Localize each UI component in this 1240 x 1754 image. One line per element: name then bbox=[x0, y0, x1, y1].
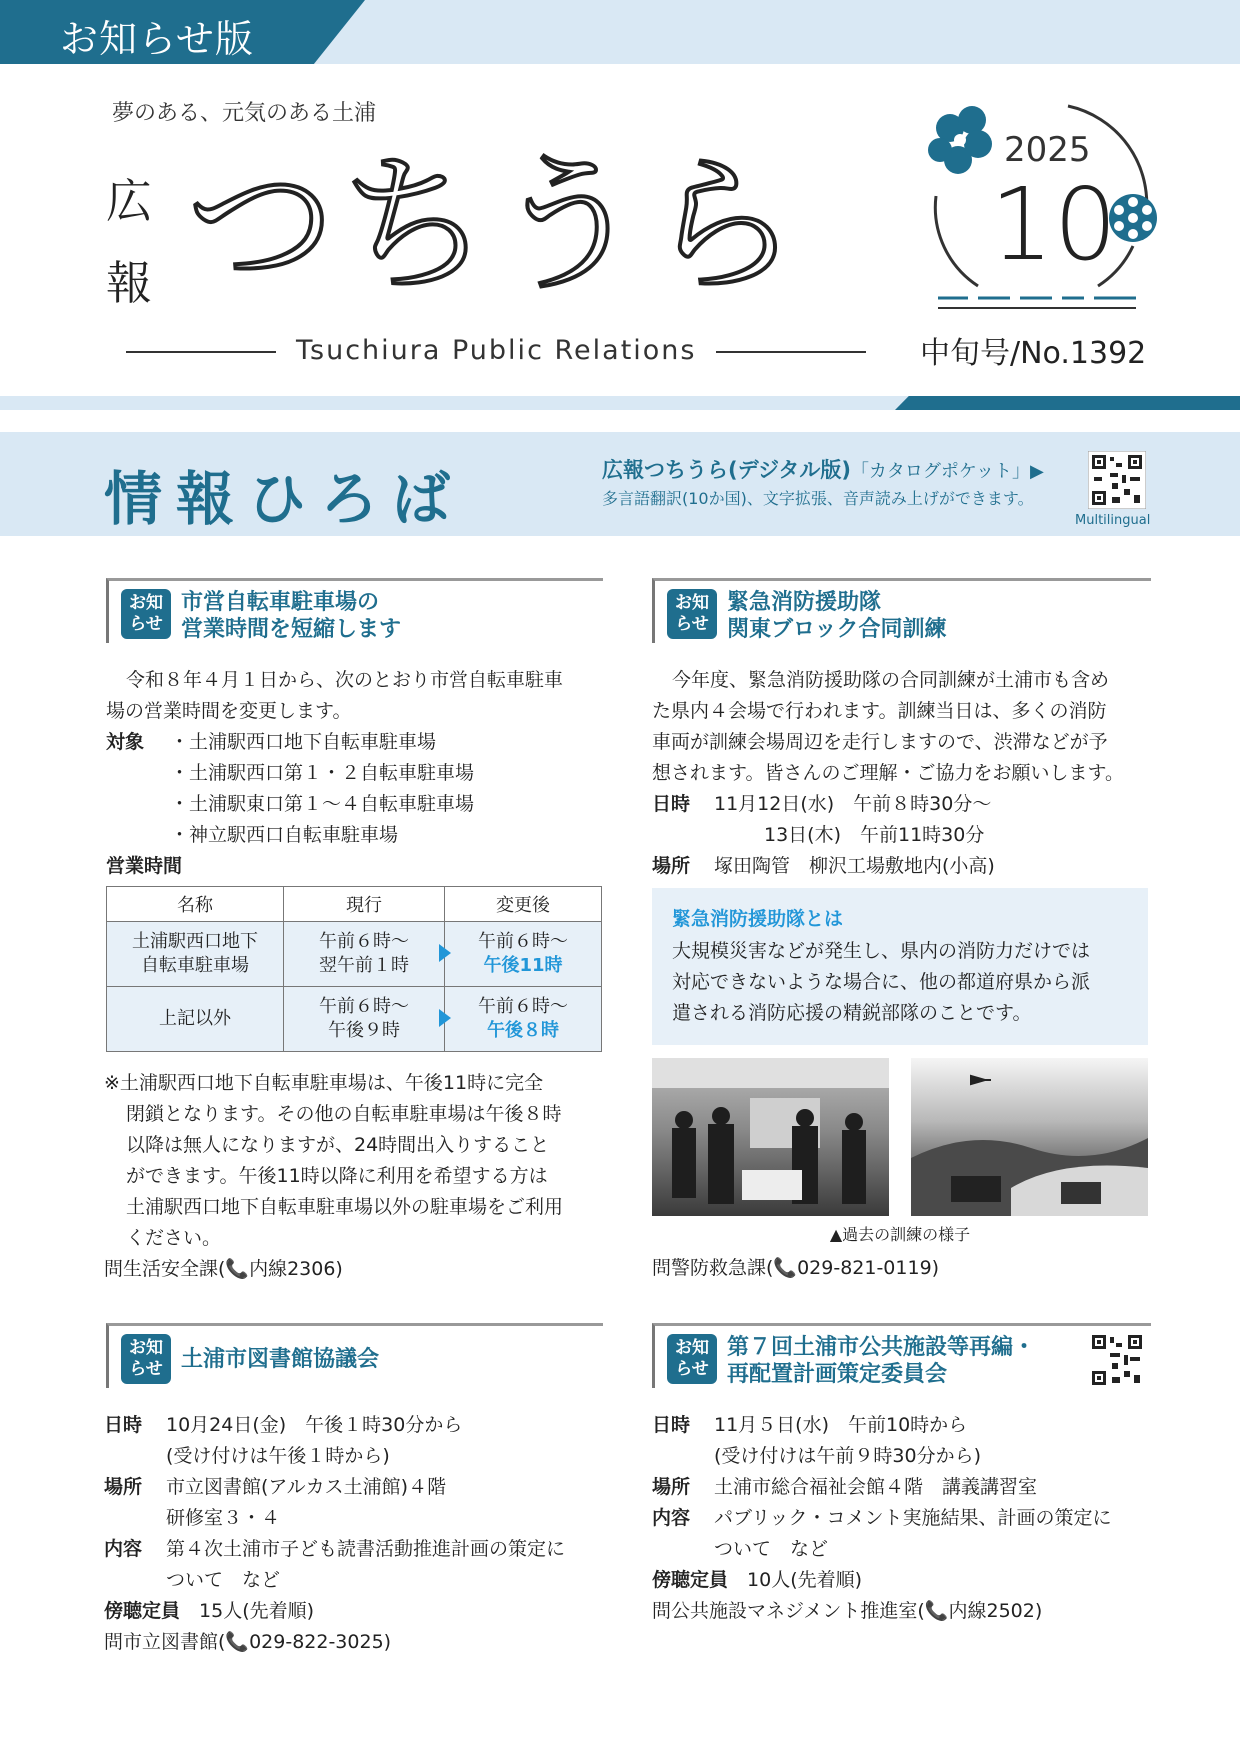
article2-heading bbox=[652, 578, 1151, 643]
kouho-label bbox=[106, 160, 166, 324]
article1-targets bbox=[106, 727, 606, 851]
date-label: 日時 bbox=[652, 1414, 691, 1436]
note-line: ください。 bbox=[126, 1227, 222, 1249]
target-item: ・神立駅西口自転車駐車場 bbox=[170, 824, 399, 846]
date-line-1: 11月12日(水) 午前８時30分～ bbox=[714, 793, 992, 815]
target-label: 対象 bbox=[106, 731, 145, 753]
kouho-char-2: 報 bbox=[106, 256, 152, 310]
article1-body-line-2: 場の営業時間を変更します。 bbox=[106, 700, 352, 722]
article1-title-line-2: 営業時間を短縮します bbox=[181, 617, 402, 642]
table-cell: 上記以外 bbox=[107, 987, 284, 1052]
box-line: 遣される消防応援の精鋭部隊のことです。 bbox=[672, 1002, 1032, 1024]
date-line-1: 10月24日(金) 午後１時30分から bbox=[166, 1414, 463, 1436]
content-line-2: ついて など bbox=[166, 1569, 281, 1591]
cell-line: 午前６時～ bbox=[478, 996, 568, 1017]
article4-place bbox=[652, 1472, 1152, 1503]
badge-arc-left bbox=[935, 196, 978, 286]
content-label: 内容 bbox=[652, 1507, 691, 1529]
place-value: 土浦市総合福祉会館４階 講義講習室 bbox=[714, 1476, 1038, 1498]
kouho-char-1: 広 bbox=[106, 174, 152, 228]
training-photo-indoor bbox=[652, 1058, 889, 1216]
article2-title bbox=[727, 589, 947, 643]
note-line: ※土浦駅西口地下自転車駐車場は、午後11時に完全 bbox=[104, 1072, 544, 1094]
cell-line: 午後９時 bbox=[328, 1020, 400, 1041]
notice-badge bbox=[121, 589, 171, 639]
digital-edition-title bbox=[602, 454, 1044, 484]
capacity-label: 傍聴定員 bbox=[652, 1569, 729, 1591]
place-label: 場所 bbox=[652, 855, 691, 877]
article2-place bbox=[652, 851, 1152, 882]
date-line-2: 13日(木) 午前11時30分 bbox=[764, 824, 985, 846]
article2-date bbox=[652, 789, 1152, 851]
article1-heading bbox=[106, 578, 603, 643]
date-label: 日時 bbox=[104, 1414, 143, 1436]
article4-heading bbox=[652, 1323, 1151, 1388]
place-line-2: 研修室３・４ bbox=[166, 1507, 281, 1529]
table-cell bbox=[445, 987, 602, 1052]
info-box-title: 緊急消防援助隊とは bbox=[672, 908, 844, 930]
box-line: 大規模災害などが発生し、県内の消防力だけでは bbox=[672, 940, 1091, 962]
article3-title: 土浦市図書館協議会 bbox=[181, 1347, 380, 1372]
notice-badge bbox=[667, 589, 717, 639]
article1-title bbox=[181, 589, 401, 643]
date-line-2: (受け付けは午前９時30分から) bbox=[714, 1445, 982, 1467]
article4-date bbox=[652, 1410, 1152, 1472]
cell-line: 午前６時～ bbox=[319, 996, 409, 1017]
article4-capacity bbox=[652, 1565, 1152, 1596]
badge-line-1: お知 bbox=[675, 1338, 709, 1358]
article3-contact: 問市立図書館(📞029-822-3025) bbox=[104, 1631, 392, 1653]
digital-title-text: 広報つちうら(デジタル版) bbox=[602, 458, 851, 482]
target-item: ・土浦駅西口第１・２自転車駐車場 bbox=[170, 762, 475, 784]
content-label: 内容 bbox=[104, 1538, 143, 1560]
stripe-accent bbox=[895, 396, 1240, 410]
cell-line: 翌午前１時 bbox=[319, 955, 409, 976]
article3-capacity bbox=[104, 1596, 608, 1627]
place-value: 塚田陶管 柳沢工場敷地内(小高) bbox=[714, 855, 995, 877]
table-cell bbox=[284, 987, 445, 1052]
article1-body-line-1: 令和８年４月１日から、次のとおり市営自転車駐車 bbox=[126, 669, 564, 691]
date-label: 日時 bbox=[652, 793, 691, 815]
article3-content bbox=[104, 1534, 608, 1596]
issue-month: 10 bbox=[990, 166, 1118, 283]
date-line-2: (受け付けは午後１時から) bbox=[166, 1445, 390, 1467]
cell-line: 午前６時～ bbox=[319, 931, 409, 952]
body-line: 今年度、緊急消防援助隊の合同訓練が土浦市も含め bbox=[672, 669, 1110, 691]
article4-title-line-1: 第７回土浦市公共施設等再編・ bbox=[727, 1335, 1036, 1360]
article1-title-line-1: 市営自転車駐車場の bbox=[181, 590, 380, 615]
arrow-right-icon bbox=[439, 944, 451, 962]
badge-line-2: らせ bbox=[675, 614, 709, 634]
badge-line-1: お知 bbox=[129, 593, 163, 613]
digital-edition-desc: 多言語翻訳(10か国)、文字拡張、音声読み上げができます。 bbox=[602, 489, 1034, 508]
article2-title-line-1: 緊急消防援助隊 bbox=[727, 590, 882, 615]
article2-body bbox=[652, 665, 1152, 882]
badge-line-2: らせ bbox=[675, 1359, 709, 1379]
column-header: 変更後 bbox=[445, 887, 602, 922]
content-line-1: 第４次土浦市子ども読書活動推進計画の策定に bbox=[166, 1538, 566, 1560]
issue-year: 2025 bbox=[1004, 130, 1091, 170]
badge-line-2: らせ bbox=[129, 1359, 163, 1379]
table-header-row bbox=[107, 887, 602, 922]
section-title: 情報ひろば bbox=[104, 465, 465, 533]
article3-body bbox=[104, 1410, 608, 1658]
content-line-2: ついて など bbox=[714, 1538, 829, 1560]
capacity-label: 傍聴定員 bbox=[104, 1600, 181, 1622]
article2-title-line-2: 関東ブロック合同訓練 bbox=[727, 617, 947, 642]
cell-line: 自転車駐車場 bbox=[141, 955, 249, 976]
badge-underlines bbox=[938, 298, 1136, 308]
capacity-value: 15人(先着順) bbox=[199, 1600, 315, 1622]
target-item: ・土浦駅東口第１～４自転車駐車場 bbox=[170, 793, 475, 815]
badge-line-1: お知 bbox=[129, 1338, 163, 1358]
note-line: ができます。午後11時以降に利用を希望する方は bbox=[126, 1165, 548, 1187]
table-row bbox=[107, 922, 602, 987]
date-line-1: 11月５日(水) 午前10時から bbox=[714, 1414, 968, 1436]
issue-number: 中旬号/No.1392 bbox=[920, 336, 1147, 371]
rule-right bbox=[716, 351, 866, 353]
photo-people bbox=[652, 1058, 889, 1216]
table-row bbox=[107, 987, 602, 1052]
masthead-subtitle-row bbox=[106, 335, 886, 366]
note-line: 以降は無人になりますが、24時間出入りすること bbox=[126, 1134, 550, 1156]
table-cell bbox=[445, 922, 602, 987]
cell-line-highlight: 午後８時 bbox=[487, 1020, 559, 1041]
badge-line-2: らせ bbox=[129, 614, 163, 634]
cell-line-highlight: 午後11時 bbox=[483, 955, 563, 976]
masthead-subtitle: Tsuchiura Public Relations bbox=[296, 335, 697, 366]
cell-line: 午前６時～ bbox=[478, 931, 568, 952]
notice-badge bbox=[667, 1334, 717, 1384]
edition-tab-label: お知らせ版 bbox=[60, 17, 254, 61]
content-line-1: パブリック・コメント実施結果、計画の策定に bbox=[714, 1507, 1112, 1529]
photo-caption: ▲過去の訓練の様子 bbox=[829, 1225, 971, 1244]
qr-code-icon[interactable] bbox=[1090, 1333, 1144, 1387]
body-line: た県内４会場で行われます。訓練当日は、多くの消防 bbox=[652, 700, 1107, 722]
article4-contact: 問公共施設マネジメント推進室(📞内線2502) bbox=[652, 1600, 1043, 1622]
table-cell bbox=[284, 922, 445, 987]
training-photo-outdoor bbox=[911, 1058, 1148, 1216]
target-item: ・土浦駅西口地下自転車駐車場 bbox=[170, 731, 437, 753]
article2-contact: 問警防救急課(📞029-821-0119) bbox=[652, 1257, 940, 1279]
note-line: 土浦駅西口地下自転車駐車場以外の駐車場をご利用 bbox=[126, 1196, 564, 1218]
box-line: 対応できないような場合に、他の都道府県から派 bbox=[672, 971, 1091, 993]
tagline: 夢のある、元気のある土浦 bbox=[112, 101, 377, 126]
place-label: 場所 bbox=[652, 1476, 691, 1498]
qr-code-icon[interactable] bbox=[1088, 451, 1146, 509]
hours-label: 営業時間 bbox=[106, 855, 183, 877]
arrow-right-icon bbox=[439, 1009, 451, 1027]
table-cell bbox=[107, 922, 284, 987]
article3-heading bbox=[106, 1323, 603, 1388]
article3-place bbox=[104, 1472, 608, 1534]
flower-icon bbox=[928, 106, 992, 174]
article4-title bbox=[727, 1334, 1035, 1388]
article1-body bbox=[106, 665, 606, 882]
photo-site bbox=[911, 1058, 1148, 1216]
article4-content bbox=[652, 1503, 1152, 1565]
rule-left bbox=[126, 351, 276, 353]
body-line: 車両が訓練会場周辺を走行しますので、渋滞などが予 bbox=[652, 731, 1108, 753]
column-header: 現行 bbox=[284, 887, 445, 922]
column-header: 名称 bbox=[107, 887, 284, 922]
place-label: 場所 bbox=[104, 1476, 143, 1498]
badge-line-1: お知 bbox=[675, 593, 709, 613]
qr-label: Multilingual bbox=[1075, 513, 1151, 528]
article1-note bbox=[104, 1068, 608, 1285]
hours-table bbox=[106, 886, 602, 1052]
body-line: 想されます。皆さんのご理解・ご協力をお願いします。 bbox=[652, 762, 1124, 784]
notice-badge bbox=[121, 1334, 171, 1384]
capacity-value: 10人(先着順) bbox=[747, 1569, 863, 1591]
article4-body bbox=[652, 1410, 1152, 1627]
article1-contact: 問生活安全課(📞内線2306) bbox=[104, 1258, 343, 1280]
masthead-title: つちうら bbox=[186, 139, 803, 313]
article3-date bbox=[104, 1410, 608, 1472]
place-line-1: 市立図書館(アルカス土浦館)４階 bbox=[166, 1476, 447, 1498]
cell-line: 土浦駅西口地下 bbox=[132, 931, 258, 952]
note-line: 閉鎖となります。その他の自転車駐車場は午後８時 bbox=[126, 1103, 562, 1125]
article4-title-line-2: 再配置計画策定委員会 bbox=[727, 1362, 948, 1387]
info-box-body bbox=[672, 936, 1142, 1029]
catalog-pocket-link[interactable]: 「カタログポケット」▶ bbox=[850, 461, 1044, 482]
